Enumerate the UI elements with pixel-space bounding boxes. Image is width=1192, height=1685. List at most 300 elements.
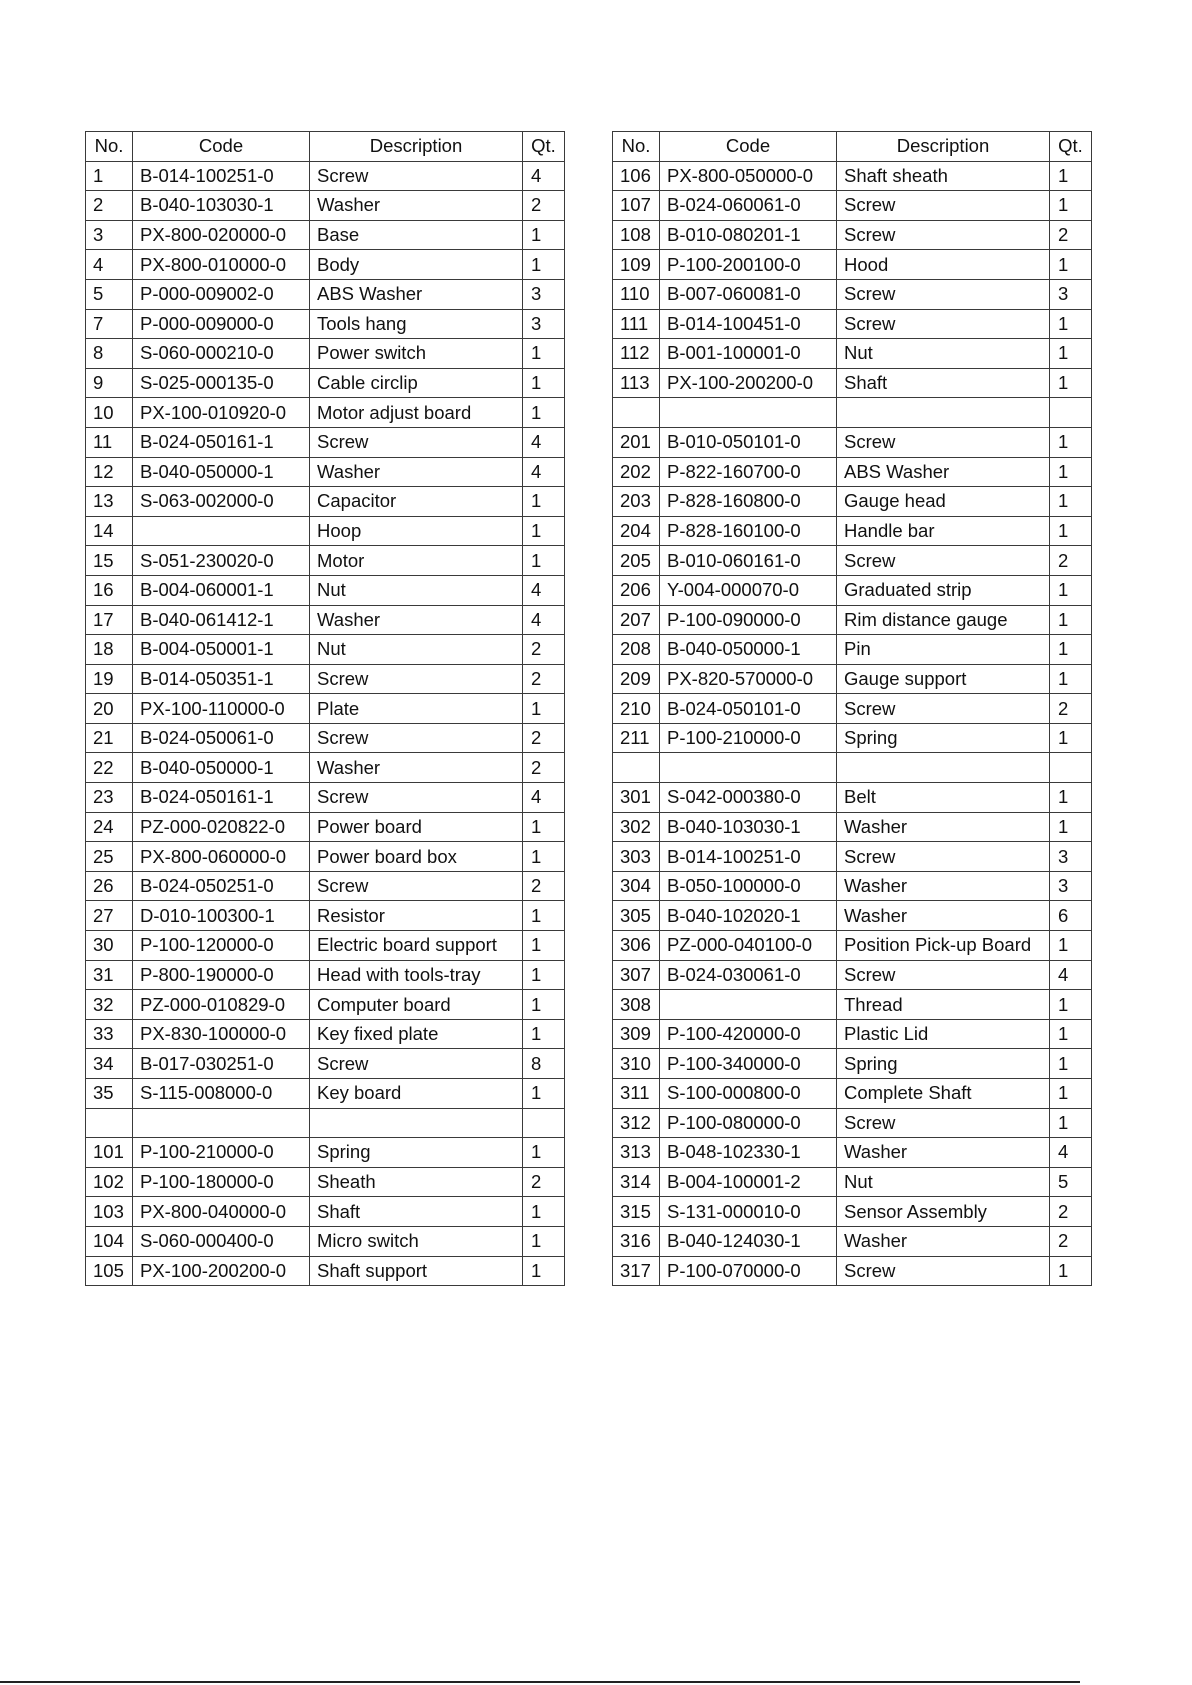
cell-description: Spring [310, 1138, 523, 1168]
cell-qty: 1 [523, 842, 565, 872]
footer-rule [0, 1681, 1080, 1683]
table-row [613, 191, 1092, 221]
table-row [613, 339, 1092, 369]
cell-no: 202 [613, 457, 660, 487]
cell-qty: 4 [523, 161, 565, 191]
cell-qty: 3 [1050, 842, 1092, 872]
cell-qty: 4 [523, 783, 565, 813]
cell-code: P-000-009002-0 [133, 279, 310, 309]
cell-description: Micro switch [310, 1226, 523, 1256]
cell-no: 112 [613, 339, 660, 369]
cell-qty: 2 [523, 753, 565, 783]
cell-code: B-004-100001-2 [660, 1167, 837, 1197]
cell-no: 23 [86, 783, 133, 813]
cell-code: B-014-100451-0 [660, 309, 837, 339]
table-row [86, 250, 565, 280]
cell-no: 10 [86, 398, 133, 428]
cell-code: Y-004-000070-0 [660, 575, 837, 605]
parts-table-right [612, 131, 1092, 1286]
cell-qty: 1 [523, 901, 565, 931]
cell-no: 3 [86, 220, 133, 250]
table-row [86, 1049, 565, 1079]
cell-no: 1 [86, 161, 133, 191]
cell-code: S-042-000380-0 [660, 783, 837, 813]
cell-description: Complete Shaft [837, 1079, 1050, 1109]
cell-description: Sheath [310, 1167, 523, 1197]
cell-description: Thread [837, 990, 1050, 1020]
cell-code: B-040-050000-1 [133, 753, 310, 783]
cell-description: Screw [837, 220, 1050, 250]
cell-qty: 2 [523, 191, 565, 221]
cell-qty [523, 1108, 565, 1138]
cell-no: 207 [613, 605, 660, 635]
cell-description: Screw [310, 664, 523, 694]
table-row [613, 753, 1092, 783]
table-row [86, 516, 565, 546]
cell-description: Washer [837, 871, 1050, 901]
table-row [613, 1138, 1092, 1168]
cell-description: Spring [837, 1049, 1050, 1079]
cell-description: Hood [837, 250, 1050, 280]
cell-description: Spring [837, 723, 1050, 753]
cell-code: B-007-060081-0 [660, 279, 837, 309]
cell-code: B-040-061412-1 [133, 605, 310, 635]
cell-qty: 1 [1050, 457, 1092, 487]
cell-description: Cable circlip [310, 368, 523, 398]
cell-no: 20 [86, 694, 133, 724]
cell-no: 106 [613, 161, 660, 191]
cell-no: 30 [86, 931, 133, 961]
cell-description [837, 753, 1050, 783]
cell-no [613, 398, 660, 428]
cell-description: Graduated strip [837, 575, 1050, 605]
cell-no: 312 [613, 1108, 660, 1138]
cell-no: 317 [613, 1256, 660, 1286]
cell-no: 32 [86, 990, 133, 1020]
cell-qty: 3 [523, 279, 565, 309]
cell-description: Computer board [310, 990, 523, 1020]
table-row [613, 575, 1092, 605]
cell-no: 18 [86, 635, 133, 665]
cell-no: 104 [86, 1226, 133, 1256]
cell-qty: 1 [1050, 812, 1092, 842]
table-row [613, 220, 1092, 250]
table-row [86, 901, 565, 931]
cell-code: B-024-050101-0 [660, 694, 837, 724]
cell-qty: 1 [1050, 309, 1092, 339]
cell-description: Screw [837, 427, 1050, 457]
cell-description: Screw [310, 161, 523, 191]
cell-no: 206 [613, 575, 660, 605]
cell-description: Rim distance gauge [837, 605, 1050, 635]
cell-no: 303 [613, 842, 660, 872]
cell-code: B-014-050351-1 [133, 664, 310, 694]
cell-qty: 8 [523, 1049, 565, 1079]
cell-no: 208 [613, 635, 660, 665]
cell-code: B-040-050000-1 [133, 457, 310, 487]
cell-qty: 2 [523, 664, 565, 694]
table-row [613, 1019, 1092, 1049]
cell-code: P-100-210000-0 [133, 1138, 310, 1168]
header-code: Code [660, 132, 837, 162]
cell-description: Screw [837, 960, 1050, 990]
cell-qty: 1 [523, 339, 565, 369]
cell-qty: 1 [523, 368, 565, 398]
cell-qty: 2 [523, 635, 565, 665]
cell-no: 113 [613, 368, 660, 398]
cell-code: B-004-060001-1 [133, 575, 310, 605]
table-row [613, 931, 1092, 961]
cell-description: Sensor Assembly [837, 1197, 1050, 1227]
table-row [86, 309, 565, 339]
cell-code: B-010-060161-0 [660, 546, 837, 576]
cell-qty: 3 [1050, 279, 1092, 309]
cell-no: 17 [86, 605, 133, 635]
cell-description: Shaft support [310, 1256, 523, 1286]
cell-description [837, 398, 1050, 428]
table-row [86, 1108, 565, 1138]
cell-no: 205 [613, 546, 660, 576]
cell-qty: 1 [523, 220, 565, 250]
cell-description: Nut [310, 575, 523, 605]
cell-qty: 1 [523, 487, 565, 517]
header-no: No. [613, 132, 660, 162]
cell-no: 109 [613, 250, 660, 280]
cell-code: P-828-160100-0 [660, 516, 837, 546]
cell-qty: 1 [523, 1079, 565, 1109]
cell-code: B-024-030061-0 [660, 960, 837, 990]
cell-description: Electric board support [310, 931, 523, 961]
cell-qty: 1 [1050, 664, 1092, 694]
cell-description: Washer [310, 605, 523, 635]
cell-qty: 1 [523, 1226, 565, 1256]
cell-no: 302 [613, 812, 660, 842]
table-row [86, 783, 565, 813]
table-row [86, 546, 565, 576]
cell-qty: 1 [1050, 605, 1092, 635]
cell-description: Screw [310, 427, 523, 457]
cell-description: Screw [837, 309, 1050, 339]
table-row [86, 1197, 565, 1227]
cell-code [660, 990, 837, 1020]
cell-no: 13 [86, 487, 133, 517]
table-row [613, 635, 1092, 665]
table-row [86, 161, 565, 191]
table-row [613, 694, 1092, 724]
cell-code: P-100-080000-0 [660, 1108, 837, 1138]
cell-description: Hoop [310, 516, 523, 546]
cell-no: 305 [613, 901, 660, 931]
cell-qty: 1 [523, 1197, 565, 1227]
cell-no: 107 [613, 191, 660, 221]
table-row [613, 990, 1092, 1020]
cell-qty: 1 [523, 694, 565, 724]
cell-code: B-014-100251-0 [660, 842, 837, 872]
cell-no: 210 [613, 694, 660, 724]
cell-qty: 1 [1050, 339, 1092, 369]
cell-no: 8 [86, 339, 133, 369]
table-row [613, 368, 1092, 398]
table-row [86, 990, 565, 1020]
cell-code [133, 1108, 310, 1138]
table-row [613, 1079, 1092, 1109]
cell-qty: 2 [1050, 546, 1092, 576]
cell-no: 31 [86, 960, 133, 990]
cell-qty: 1 [1050, 516, 1092, 546]
table-row [613, 1256, 1092, 1286]
cell-code: PX-100-200200-0 [660, 368, 837, 398]
cell-code [660, 398, 837, 428]
cell-no: 108 [613, 220, 660, 250]
table-row [613, 309, 1092, 339]
cell-qty: 1 [523, 931, 565, 961]
table-row [613, 960, 1092, 990]
cell-qty: 4 [1050, 960, 1092, 990]
cell-qty: 1 [1050, 990, 1092, 1020]
cell-code: PX-100-200200-0 [133, 1256, 310, 1286]
cell-no: 24 [86, 812, 133, 842]
table-row [86, 487, 565, 517]
cell-code: P-822-160700-0 [660, 457, 837, 487]
cell-description: Motor adjust board [310, 398, 523, 428]
cell-description [310, 1108, 523, 1138]
cell-code: PX-100-010920-0 [133, 398, 310, 428]
cell-qty: 1 [1050, 1256, 1092, 1286]
cell-code: P-100-090000-0 [660, 605, 837, 635]
header-qty: Qt. [523, 132, 565, 162]
cell-code: PX-800-050000-0 [660, 161, 837, 191]
table-row [86, 931, 565, 961]
cell-description: Nut [837, 1167, 1050, 1197]
cell-qty: 4 [523, 457, 565, 487]
cell-qty: 1 [1050, 487, 1092, 517]
cell-no: 101 [86, 1138, 133, 1168]
cell-qty: 1 [1050, 783, 1092, 813]
table-row [86, 842, 565, 872]
cell-code: B-024-050251-0 [133, 871, 310, 901]
cell-qty: 1 [1050, 191, 1092, 221]
table-row [86, 575, 565, 605]
table-row [86, 664, 565, 694]
cell-description: Nut [837, 339, 1050, 369]
cell-description: Resistor [310, 901, 523, 931]
cell-no: 9 [86, 368, 133, 398]
cell-no: 105 [86, 1256, 133, 1286]
cell-description: Screw [837, 546, 1050, 576]
cell-qty: 1 [1050, 1019, 1092, 1049]
cell-description: Screw [837, 842, 1050, 872]
cell-code: B-024-050161-1 [133, 427, 310, 457]
cell-qty: 1 [1050, 931, 1092, 961]
cell-qty: 1 [1050, 723, 1092, 753]
table-row [613, 723, 1092, 753]
cell-description: Power board [310, 812, 523, 842]
cell-qty: 2 [1050, 1226, 1092, 1256]
cell-qty: 2 [1050, 220, 1092, 250]
cell-qty: 1 [523, 516, 565, 546]
cell-code: P-100-120000-0 [133, 931, 310, 961]
cell-description: Screw [837, 1108, 1050, 1138]
cell-no: 19 [86, 664, 133, 694]
cell-no: 203 [613, 487, 660, 517]
cell-description: Washer [310, 753, 523, 783]
cell-code: PX-820-570000-0 [660, 664, 837, 694]
cell-description: Handle bar [837, 516, 1050, 546]
cell-description: Key fixed plate [310, 1019, 523, 1049]
cell-description: Washer [837, 812, 1050, 842]
table-row [86, 1019, 565, 1049]
table-row [86, 368, 565, 398]
table-row [86, 191, 565, 221]
cell-no: 316 [613, 1226, 660, 1256]
cell-qty: 1 [1050, 427, 1092, 457]
table-row [86, 753, 565, 783]
cell-description: Washer [837, 1138, 1050, 1168]
cell-no: 2 [86, 191, 133, 221]
table-row [86, 812, 565, 842]
table-row [86, 279, 565, 309]
cell-qty: 1 [523, 990, 565, 1020]
table-row [86, 1167, 565, 1197]
cell-no: 16 [86, 575, 133, 605]
cell-qty: 1 [523, 960, 565, 990]
cell-code: B-040-103030-1 [660, 812, 837, 842]
cell-code: B-017-030251-0 [133, 1049, 310, 1079]
cell-qty: 5 [1050, 1167, 1092, 1197]
cell-no [86, 1108, 133, 1138]
cell-description: Screw [837, 279, 1050, 309]
cell-description: Power switch [310, 339, 523, 369]
cell-no: 313 [613, 1138, 660, 1168]
table-row [613, 664, 1092, 694]
cell-code: S-025-000135-0 [133, 368, 310, 398]
cell-no: 201 [613, 427, 660, 457]
cell-code: PZ-000-020822-0 [133, 812, 310, 842]
cell-description: Washer [837, 1226, 1050, 1256]
cell-qty: 4 [523, 427, 565, 457]
cell-qty: 2 [523, 723, 565, 753]
cell-code: S-060-000400-0 [133, 1226, 310, 1256]
cell-no: 22 [86, 753, 133, 783]
header-description: Description [837, 132, 1050, 162]
cell-no [613, 753, 660, 783]
cell-description: Washer [310, 191, 523, 221]
table-header-row [613, 132, 1092, 162]
cell-code: PX-830-100000-0 [133, 1019, 310, 1049]
table-row [613, 546, 1092, 576]
cell-no: 102 [86, 1167, 133, 1197]
cell-description: Screw [310, 783, 523, 813]
cell-description: Shaft [837, 368, 1050, 398]
table-row [86, 1226, 565, 1256]
table-row [86, 220, 565, 250]
cell-code: B-001-100001-0 [660, 339, 837, 369]
cell-no: 301 [613, 783, 660, 813]
cell-no: 14 [86, 516, 133, 546]
cell-qty: 1 [1050, 161, 1092, 191]
cell-qty: 1 [523, 398, 565, 428]
table-row [613, 457, 1092, 487]
cell-qty: 3 [523, 309, 565, 339]
cell-no: 315 [613, 1197, 660, 1227]
cell-code [133, 516, 310, 546]
cell-code: P-000-009000-0 [133, 309, 310, 339]
cell-code: B-010-080201-1 [660, 220, 837, 250]
cell-no: 33 [86, 1019, 133, 1049]
cell-no: 34 [86, 1049, 133, 1079]
cell-no: 27 [86, 901, 133, 931]
cell-qty: 1 [1050, 368, 1092, 398]
header-code: Code [133, 132, 310, 162]
cell-code: S-100-000800-0 [660, 1079, 837, 1109]
cell-code: S-051-230020-0 [133, 546, 310, 576]
header-description: Description [310, 132, 523, 162]
cell-description: Screw [310, 723, 523, 753]
cell-no: 310 [613, 1049, 660, 1079]
header-qty: Qt. [1050, 132, 1092, 162]
cell-no: 304 [613, 871, 660, 901]
cell-no: 111 [613, 309, 660, 339]
cell-qty: 4 [523, 605, 565, 635]
cell-description: Body [310, 250, 523, 280]
cell-no: 311 [613, 1079, 660, 1109]
cell-description: Capacitor [310, 487, 523, 517]
cell-description: Washer [310, 457, 523, 487]
cell-code: P-100-340000-0 [660, 1049, 837, 1079]
cell-code: P-100-210000-0 [660, 723, 837, 753]
cell-description: Gauge support [837, 664, 1050, 694]
header-no: No. [86, 132, 133, 162]
cell-qty: 1 [523, 250, 565, 280]
table-row [613, 605, 1092, 635]
table-row [613, 842, 1092, 872]
cell-description: Power board box [310, 842, 523, 872]
table-row [613, 1167, 1092, 1197]
cell-code: B-040-102020-1 [660, 901, 837, 931]
cell-qty: 1 [523, 1256, 565, 1286]
parts-table-left [85, 131, 565, 1286]
cell-no: 309 [613, 1019, 660, 1049]
cell-code: B-014-100251-0 [133, 161, 310, 191]
table-row [86, 723, 565, 753]
cell-qty: 4 [523, 575, 565, 605]
table-row [613, 398, 1092, 428]
cell-code: PX-800-060000-0 [133, 842, 310, 872]
cell-qty: 4 [1050, 1138, 1092, 1168]
cell-code: S-131-000010-0 [660, 1197, 837, 1227]
cell-qty: 1 [1050, 575, 1092, 605]
cell-code: PZ-000-040100-0 [660, 931, 837, 961]
cell-description: Key board [310, 1079, 523, 1109]
cell-description: Base [310, 220, 523, 250]
cell-qty: 2 [1050, 694, 1092, 724]
cell-qty: 2 [523, 1167, 565, 1197]
cell-code: B-024-060061-0 [660, 191, 837, 221]
table-row [613, 1197, 1092, 1227]
table-row [613, 487, 1092, 517]
cell-qty [1050, 398, 1092, 428]
cell-description: Tools hang [310, 309, 523, 339]
cell-no: 11 [86, 427, 133, 457]
cell-code: B-048-102330-1 [660, 1138, 837, 1168]
cell-code: B-010-050101-0 [660, 427, 837, 457]
cell-description: ABS Washer [837, 457, 1050, 487]
cell-no: 21 [86, 723, 133, 753]
table-row [86, 960, 565, 990]
cell-no: 110 [613, 279, 660, 309]
cell-code: B-024-050061-0 [133, 723, 310, 753]
cell-description: Screw [837, 191, 1050, 221]
